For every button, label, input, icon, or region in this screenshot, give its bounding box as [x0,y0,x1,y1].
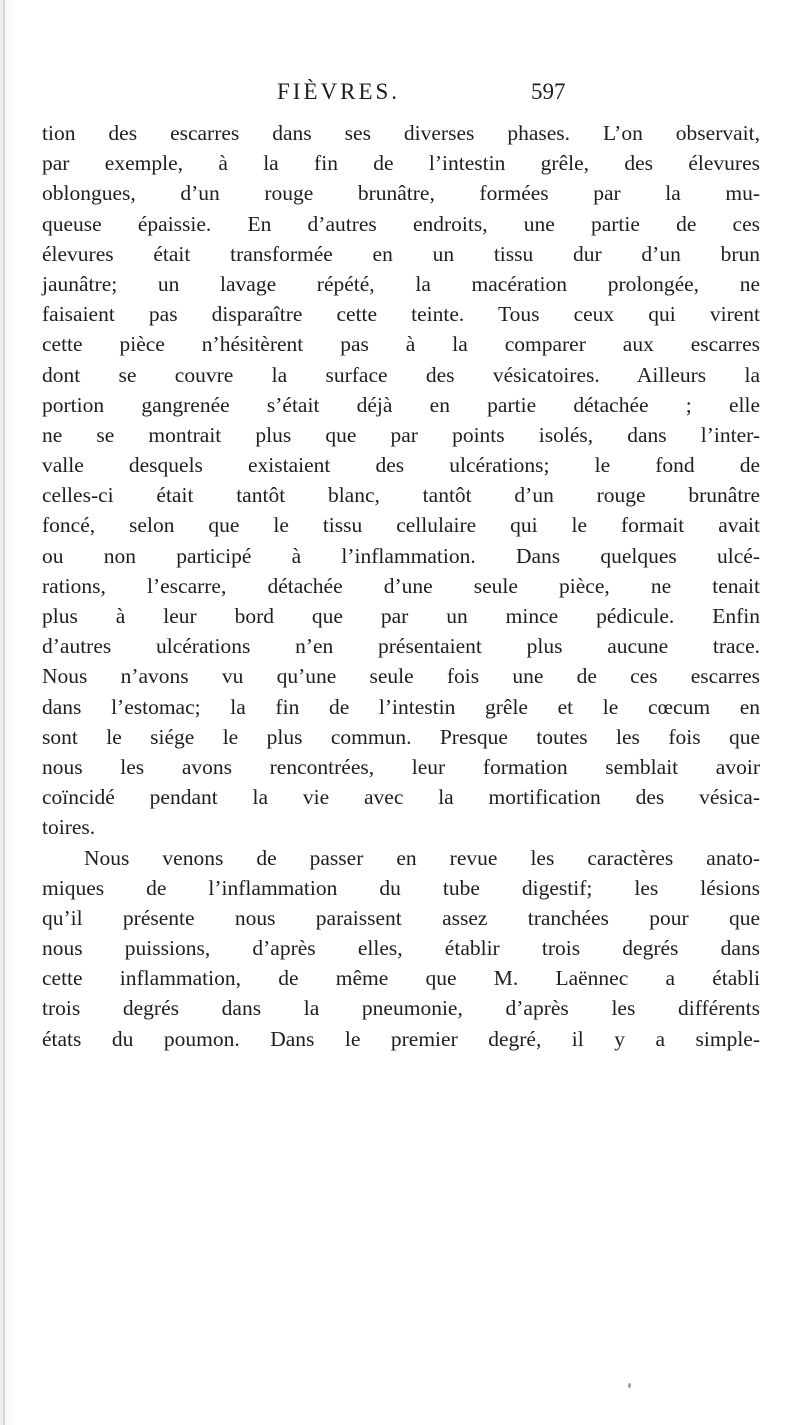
text-line: miques de l’inflammation du tube digestif; les lésions [42,875,760,900]
text-line: élevures était transformée en un tissu dur d’un brun [42,241,760,266]
text-line: valle desquels existaient des ulcérations; le fond de [42,453,760,478]
text-line: coïncidé pendant la vie avec la mortification des vésica- [42,785,760,810]
text-line: cette pièce n’hésitèrent pas à la comparer aux escarres [42,332,760,357]
ink-speck [628,1383,631,1388]
paragraph-first-line: Nous venons de passer en revue les caractères anato- [84,845,760,870]
text-line: celles-ci était tantôt blanc, tantôt d’un rouge brunâtre [42,483,760,508]
text-line: nous les avons rencontrées, leur formation semblait avoir [42,754,760,779]
text-line: nous puissions, d’après elles, établir trois degrés dans [42,936,760,961]
binding-gutter [3,0,5,1425]
text-line: faisaient pas disparaître cette teinte. Tous ceux qui virent [42,302,760,327]
text-line: sont le siége le plus commun. Presque toutes les fois que [42,724,760,749]
text-line: toires. [42,815,96,840]
text-line: qu’il présente nous paraissent assez tranchées pour que [42,905,760,930]
text-line: oblongues, d’un rouge brunâtre, formées par la mu- [42,181,760,206]
text-line: états du poumon. Dans le premier degré, il y a simple- [42,1026,760,1051]
text-line: d’autres ulcérations n’en présentaient plus aucune trace. [42,634,760,659]
page-number: 597 [531,79,566,104]
text-line: plus à leur bord que par un mince pédicule. Enfin [42,604,760,628]
text-line: rations, l’escarre, détachée d’une seule pièce, ne tenait [42,573,760,598]
text-line: Nous n’avons vu qu’une seule fois une de ces escarres [42,664,760,689]
text-line: dans l’estomac; la fin de l’intestin grêle et le cœcum en [42,694,760,719]
text-line: queuse épaissie. En d’autres endroits, une partie de ces [42,211,760,236]
text-line: tion des escarres dans ses diverses phases. L’on observait, [42,121,760,145]
text-line: portion gangrenée s’était déjà en partie détachée ; elle [42,392,760,417]
text-line: ou non participé à l’inflammation. Dans quelques ulcé- [42,543,760,568]
text-line: dont se couvre la surface des vésicatoires. Ailleurs la [42,362,760,387]
text-line: cette inflammation, de même que M. Laënnec a établi [42,966,760,991]
text-line: foncé, selon que le tissu cellulaire qui le formait avait [42,513,760,538]
running-head [255,72,566,112]
body-text [42,118,760,1054]
text-line: ne se montrait plus que par points isolés, dans l’inter- [42,422,760,447]
text-line: trois degrés dans la pneumonie, d’après les différents [42,996,760,1021]
text-line: jaunâtre; un lavage répété, la macération prolongée, ne [42,271,760,296]
running-head-title: FIÈVRES. [277,79,401,104]
text-line: par exemple, à la fin de l’intestin grêle, des élevures [42,151,760,176]
